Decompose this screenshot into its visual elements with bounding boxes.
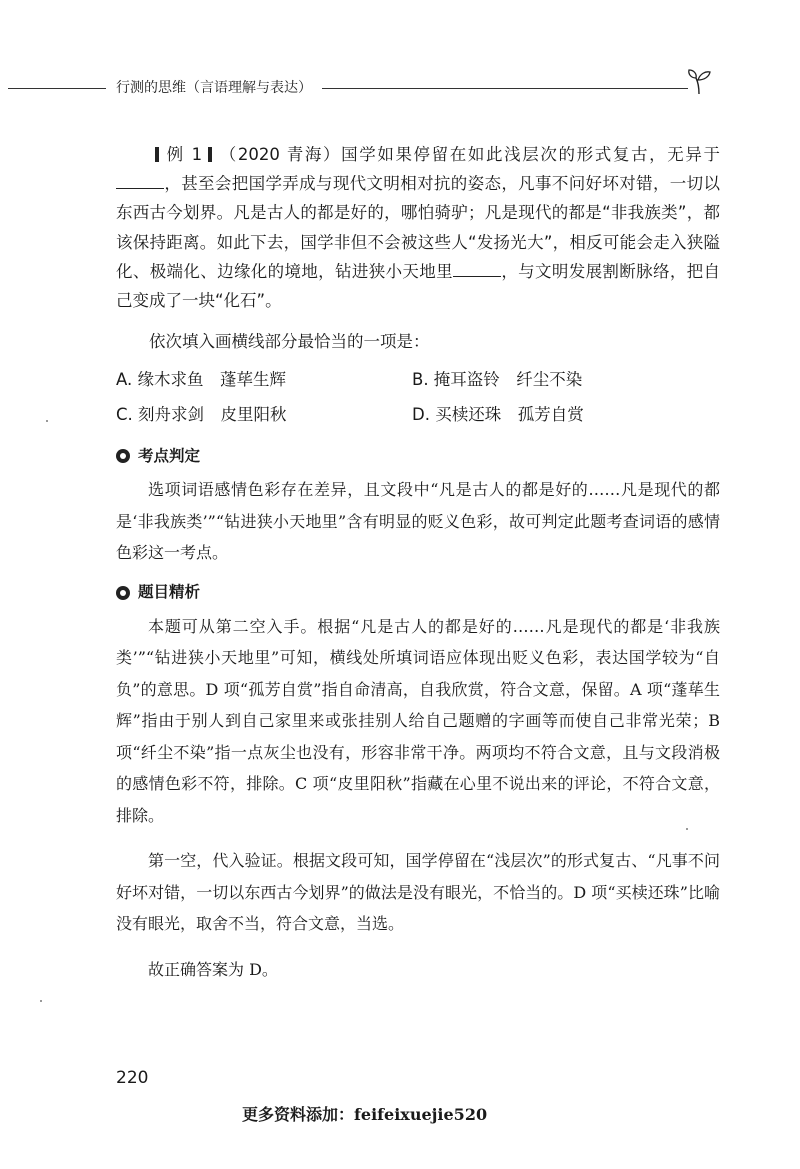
scan-speck	[40, 1000, 42, 1002]
section-judgement-body: 选项词语感情色彩存在差异，且文段中“凡是古人的都是好的……凡是现代的都是‘非我族类’”“钻进狭小天地里”含有明显的贬义色彩，故可判定此题考查词语的感情色彩这一考点。	[116, 480, 720, 563]
analysis-paragraph-1: 本题可从第二空入手。根据“凡是古人的都是好的……凡是现代的都是‘非我族类’”“钻进狭小天地里”可知，横线处所填词语应体现出贬义色彩，表达国学较为“自负”的意思。D 项“孤芳自赏”指自命清高，自我欣赏，符合文意，保留。A 项“蓬荜生辉”指由于别人到自己家里来或张挂别人给自己题赠的字画等而使自己非常光荣；B 项“纤尘不染”指一点灰尘也没有，形容非常干净。两项均不符合文意，且与文段消极的感情色彩不符，排除。C 项“皮里阳秋”指藏在心里不说出来的评论，不符合文意，排除。	[116, 616, 720, 825]
section-judgement-title: 考点判定	[138, 446, 201, 465]
section-judgement-heading	[116, 440, 720, 472]
example-source: （2020 青海）	[218, 145, 342, 164]
book-title: 行测的思维（言语理解与表达）	[116, 80, 312, 96]
header-rule-left	[8, 88, 106, 89]
header-rule-right	[322, 88, 688, 89]
answer-blank-1	[116, 174, 164, 189]
answer-blank-2	[453, 262, 501, 277]
running-header	[0, 76, 800, 100]
scan-speck	[46, 420, 48, 422]
example-bracket-right	[208, 147, 212, 162]
sprout-icon	[686, 66, 712, 96]
example-text-2: ，甚至会把国学弄成与现代文明相对抗的姿态，凡事不问好坏对错，一切以东西古今划界。凡是古人的都是好的，哪怕骑驴；凡是现代的都是“非我族类”，都该保持距离。如此下去，国学非但不会被这些人“发扬光大”，相反可能会走入狭隘化、极端化、边缘化的境地，钻进狭小天地里	[116, 174, 720, 281]
option-list	[116, 362, 720, 432]
option-a: A. 缘木求鱼 蓬荜生辉	[116, 370, 286, 390]
option-row-2	[116, 397, 720, 432]
bullet-circle-icon	[116, 586, 130, 600]
section-analysis-heading	[116, 577, 720, 609]
footer-note: 更多资料添加：feifeixuejie520	[242, 1105, 488, 1124]
page-body	[116, 140, 720, 985]
option-b: B. 掩耳盗铃 纤尘不染	[412, 370, 583, 390]
option-c: C. 刻舟求剑 皮里阳秋	[116, 405, 287, 425]
section-analysis-title: 题目精析	[138, 583, 201, 602]
question-prompt: 依次填入画横线部分最恰当的一项是：	[149, 332, 430, 352]
analysis-paragraph-2: 第一空，代入验证。根据文段可知，国学停留在“浅层次”的形式复古、“凡事不问好坏对错，一切以东西古今划界”的做法是没有眼光，不恰当的。D 项“买椟还珠”比喻没有眼光，取舍不当，符合文意，当选。	[116, 851, 720, 934]
page-number: 220	[116, 1068, 149, 1088]
option-d: D. 买椟还珠 孤芳自赏	[412, 405, 584, 425]
option-row-1	[116, 362, 720, 397]
bullet-circle-icon	[116, 449, 130, 463]
analysis-paragraph-3: 故正确答案为 D。	[148, 959, 278, 979]
example-text-1: 国学如果停留在如此浅层次的形式复古，无异于	[341, 145, 720, 164]
example-bracket-left	[155, 147, 159, 162]
scan-speck	[686, 828, 688, 830]
example-paragraph	[116, 140, 720, 315]
example-text-3: ，与文明发展割断脉络，把自己变成了一块“化石”。	[116, 261, 721, 311]
example-label: 例 1	[165, 145, 203, 164]
